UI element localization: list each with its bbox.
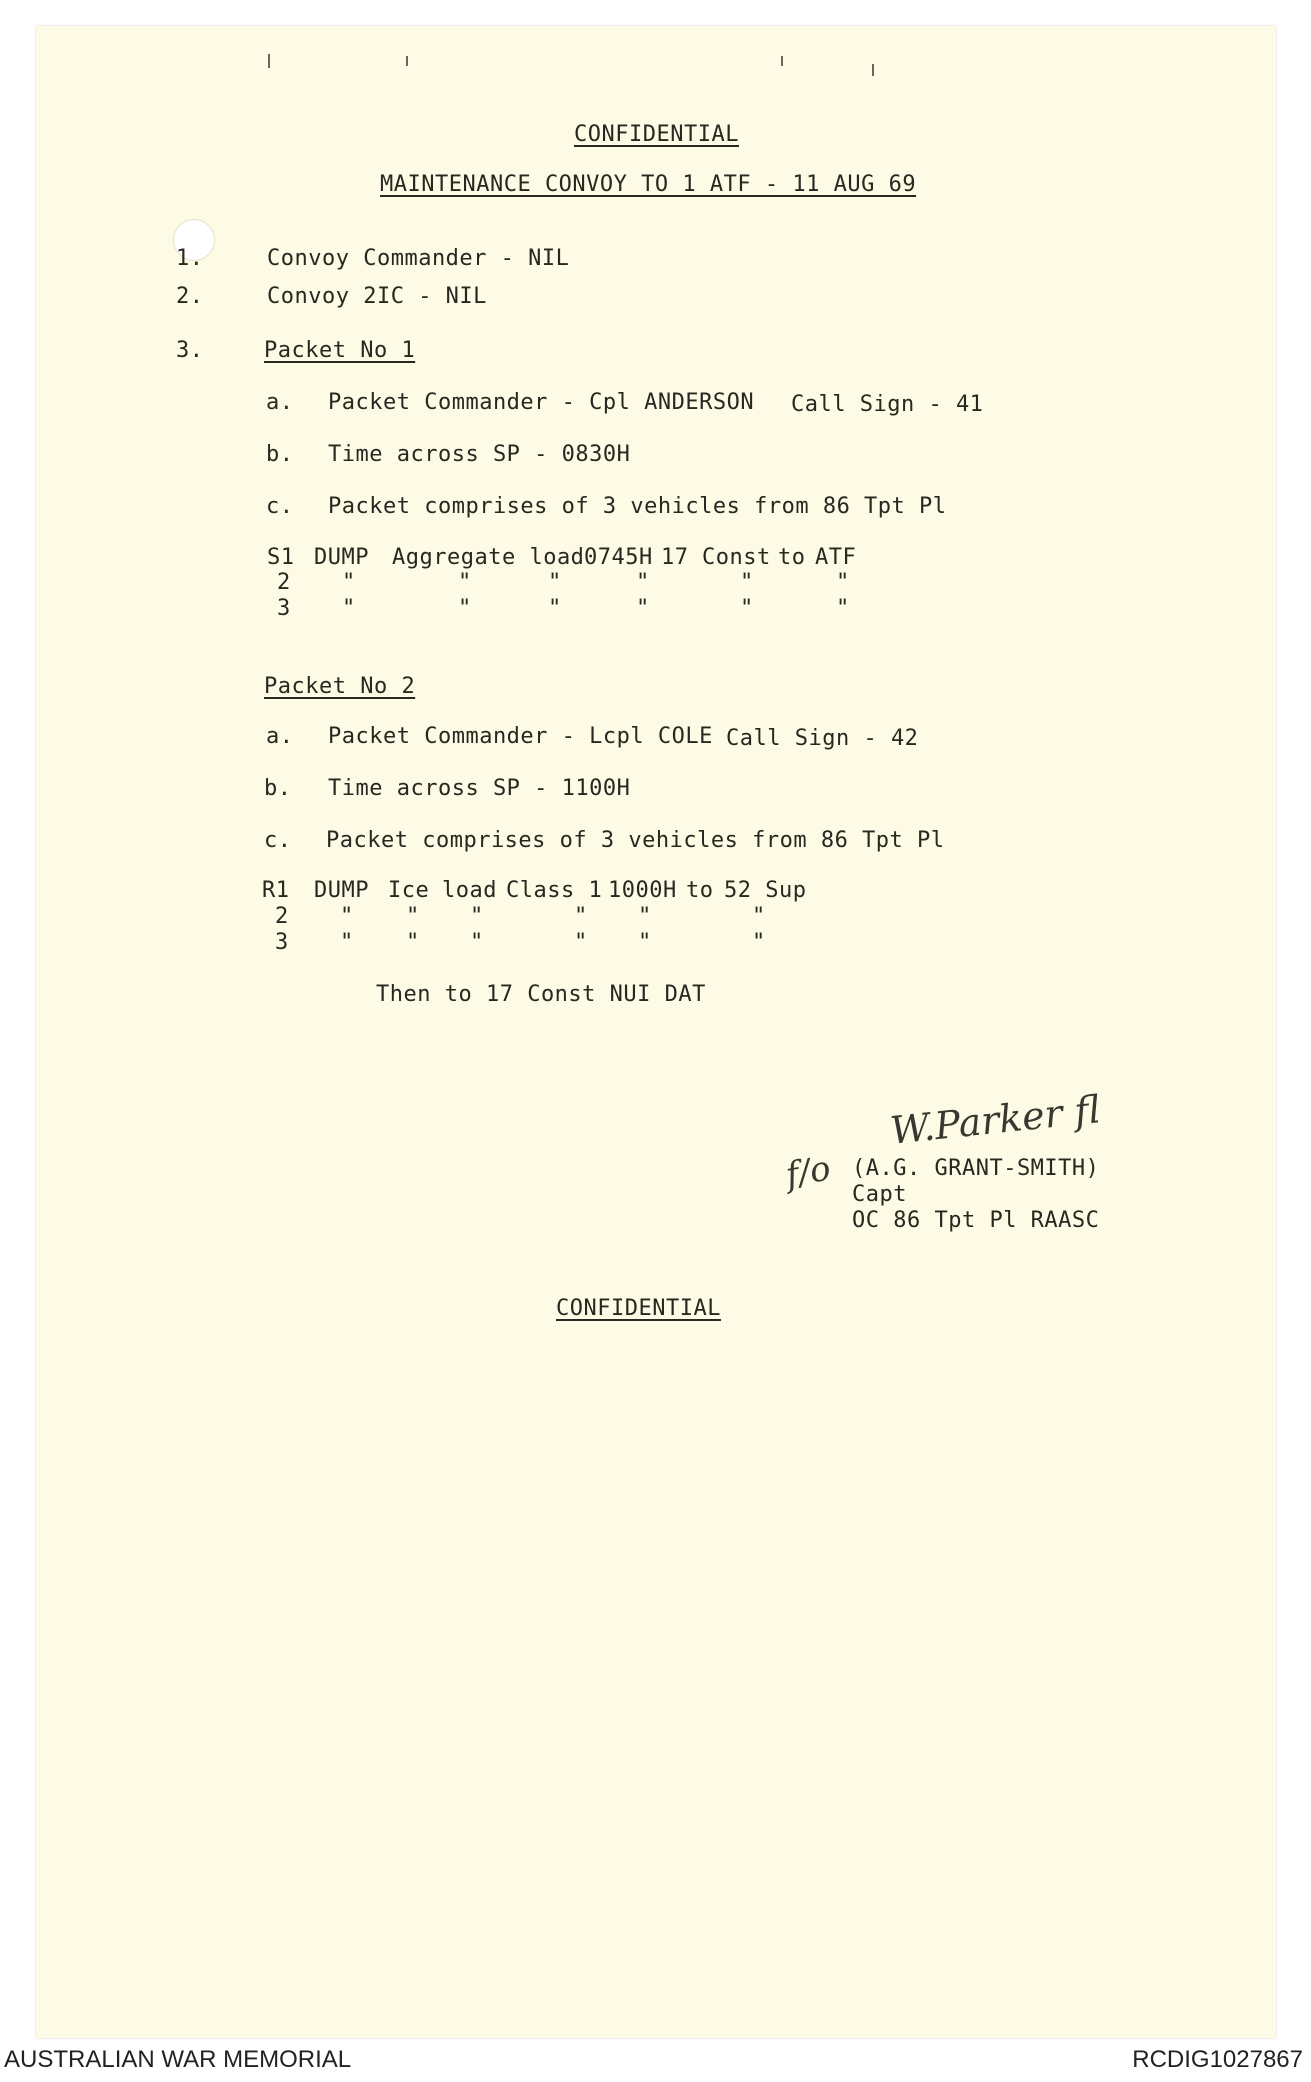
packet-2-time: Time across SP - 1100H	[328, 776, 631, 801]
signatory-rank: Capt	[852, 1182, 907, 1207]
table-cell: 2	[277, 570, 291, 595]
sub-label: c.	[266, 494, 294, 519]
ditto-mark: "	[574, 930, 588, 955]
table-cell: Class 1	[506, 878, 603, 903]
ditto-mark: "	[836, 596, 850, 621]
ditto-mark: "	[470, 930, 484, 955]
ditto-mark: "	[574, 904, 588, 929]
item-number: 1.	[176, 246, 204, 271]
handwritten-signature: W.Parker fl	[888, 1087, 1103, 1153]
table-cell: 2	[275, 904, 289, 929]
sub-label: a.	[266, 724, 294, 749]
ditto-mark: "	[340, 904, 354, 929]
margin-mark	[406, 56, 408, 66]
packet-1-time: Time across SP - 0830H	[328, 442, 631, 467]
table-cell: 3	[277, 596, 291, 621]
packet-2-comprises: Packet comprises of 3 vehicles from 86 Tpt Pl	[326, 828, 945, 853]
convoy-commander-line: Convoy Commander - NIL	[267, 246, 570, 271]
sub-label: a.	[266, 390, 294, 415]
ditto-mark: "	[636, 596, 650, 621]
table-cell: S1	[267, 545, 295, 570]
ditto-mark: "	[470, 904, 484, 929]
table-cell: Const	[702, 545, 771, 570]
table-cell: to	[686, 878, 714, 903]
document-page	[36, 26, 1276, 2038]
convoy-2ic-line: Convoy 2IC - NIL	[267, 284, 487, 309]
packet-2-heading: Packet No 2	[264, 674, 416, 699]
ditto-mark: "	[342, 596, 356, 621]
ditto-mark: "	[406, 930, 420, 955]
sub-label: b.	[266, 442, 294, 467]
ditto-mark: "	[836, 570, 850, 595]
table-cell: DUMP	[314, 878, 369, 903]
classification-footer: CONFIDENTIAL	[556, 1296, 721, 1321]
packet-2-call-sign: Call Sign - 42	[726, 726, 919, 751]
then-destination-line: Then to 17 Const NUI DAT	[376, 982, 706, 1007]
table-cell: 1000H	[608, 878, 677, 903]
table-cell: R1	[262, 878, 290, 903]
table-cell: DUMP	[314, 545, 369, 570]
ditto-mark: "	[638, 930, 652, 955]
sub-label: c.	[264, 828, 292, 853]
sub-label: b.	[264, 776, 292, 801]
archive-source-label: AUSTRALIAN WAR MEMORIAL	[4, 2046, 352, 2073]
ditto-mark: "	[752, 904, 766, 929]
item-number: 3.	[176, 338, 204, 363]
table-cell: Aggregate load	[392, 545, 585, 570]
ditto-mark: "	[752, 930, 766, 955]
ditto-mark: "	[638, 904, 652, 929]
ditto-mark: "	[406, 904, 420, 929]
table-cell: 3	[275, 930, 289, 955]
for-annotation: f/o	[782, 1148, 834, 1196]
table-cell: to	[778, 545, 806, 570]
table-cell: 0745H	[584, 545, 653, 570]
table-cell: 17	[661, 545, 689, 570]
item-number: 2.	[176, 284, 204, 309]
packet-1-commander: Packet Commander - Cpl ANDERSON	[328, 390, 755, 415]
signatory-name: (A.G. GRANT-SMITH)	[852, 1156, 1100, 1181]
table-cell: Ice	[388, 878, 430, 903]
table-cell: ATF	[815, 545, 857, 570]
classification-header: CONFIDENTIAL	[574, 122, 739, 147]
margin-mark	[268, 54, 270, 68]
ditto-mark: "	[548, 596, 562, 621]
ditto-mark: "	[458, 596, 472, 621]
margin-mark	[781, 56, 783, 66]
table-cell: load	[442, 878, 497, 903]
archive-id-label: RCDIG1027867	[1132, 2046, 1303, 2073]
margin-mark	[872, 64, 874, 76]
ditto-mark: "	[636, 570, 650, 595]
ditto-mark: "	[548, 570, 562, 595]
table-cell: 52 Sup	[724, 878, 807, 903]
ditto-mark: "	[740, 570, 754, 595]
packet-1-heading: Packet No 1	[264, 338, 416, 363]
ditto-mark: "	[342, 570, 356, 595]
packet-1-comprises: Packet comprises of 3 vehicles from 86 Tpt Pl	[328, 494, 947, 519]
ditto-mark: "	[340, 930, 354, 955]
packet-2-commander: Packet Commander - Lcpl COLE	[328, 724, 713, 749]
packet-1-call-sign: Call Sign - 41	[791, 392, 984, 417]
ditto-mark: "	[458, 570, 472, 595]
signatory-unit: OC 86 Tpt Pl RAASC	[852, 1208, 1100, 1233]
ditto-mark: "	[740, 596, 754, 621]
document-title: MAINTENANCE CONVOY TO 1 ATF - 11 AUG 69	[380, 172, 917, 197]
